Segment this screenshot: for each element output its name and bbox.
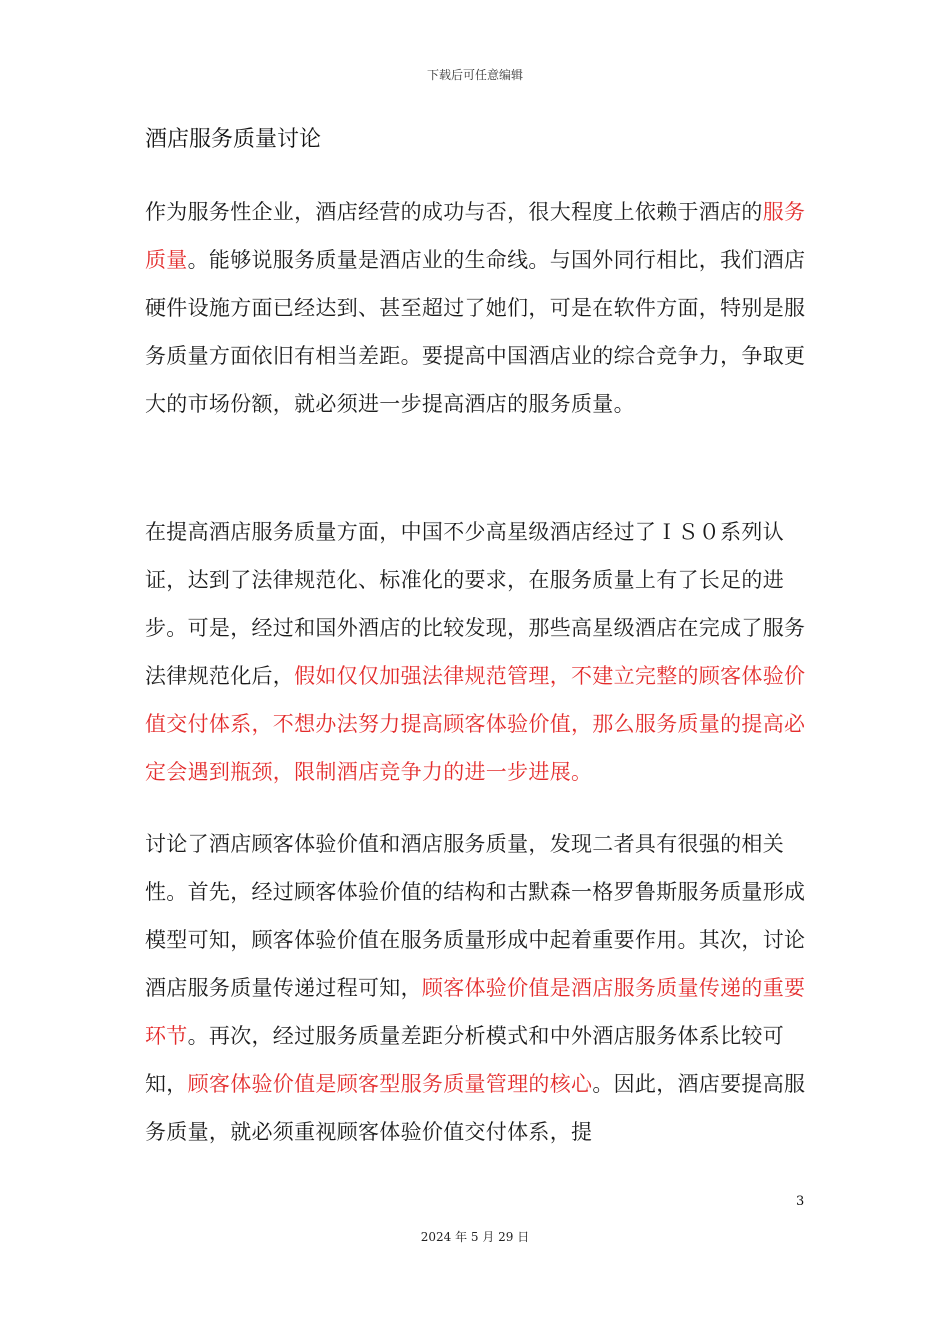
page-footer-date: 2024 年 5 月 29 日 <box>420 1230 530 1244</box>
highlighted-text: 假如仅仅加强法律规范管理，不建立完整的顾客体验价值交付体系，不想办法努力提高顾客体验价值，那么服务质量的提高必定会遇到瓶颈，限制酒店竞争力的进一步进展。 <box>145 664 806 784</box>
highlighted-text: 顾客体验价值是顾客型服务质量管理的核心 <box>187 1072 593 1096</box>
paragraph-text: 在提高酒店服务质量方面，中国不少高星级酒店经过了ＩＳ０系列认证，达到了法律规范化、标准化的要求，在服务质量上有了长足的进步。可是，经过和国外酒店的比较发现，那些高星级酒店在完成了服务法律规范化后， <box>145 520 806 688</box>
document-title: 酒店服务质量讨论 <box>145 127 322 152</box>
paragraph-text: 。再次，经过服务质量差距分析模式和中外酒店服务体系比较可知， <box>145 1024 785 1096</box>
paragraph-3 <box>145 820 807 1156</box>
paragraph-text: 。因此，酒店要提高服务质量，就必须重视顾客体验价值交付体系，提 <box>145 1072 806 1144</box>
page-number: 3 <box>796 1194 805 1209</box>
paragraph-text: 讨论了酒店顾客体验价值和酒店服务质量，发现二者具有很强的相关性。首先，经过顾客体验价值的结构和古默森一格罗鲁斯服务质量形成模型可知，顾客体验价值在服务质量形成中起着重要作用。其次，讨论酒店服务质量传递过程可知， <box>145 832 806 1000</box>
paragraph-text: 。能够说服务质量是酒店业的生命线。与国外同行相比，我们酒店硬件设施方面已经达到、甚至超过了她们，可是在软件方面，特别是服务质量方面依旧有相当差距。要提高中国酒店业的综合竞争力，争取更大的市场份额，就必须进一步提高酒店的服务质量。 <box>145 248 806 416</box>
page-header: 下载后可任意编辑 <box>426 68 523 82</box>
highlighted-text: 服务质量 <box>145 200 806 272</box>
highlighted-text: 顾客体验价值是酒店服务质量传递的重要环节 <box>145 976 806 1048</box>
paragraph-2 <box>145 508 807 796</box>
paragraph-text: 作为服务性企业，酒店经营的成功与否，很大程度上依赖于酒店的 <box>145 200 763 224</box>
paragraph-1 <box>145 188 807 428</box>
